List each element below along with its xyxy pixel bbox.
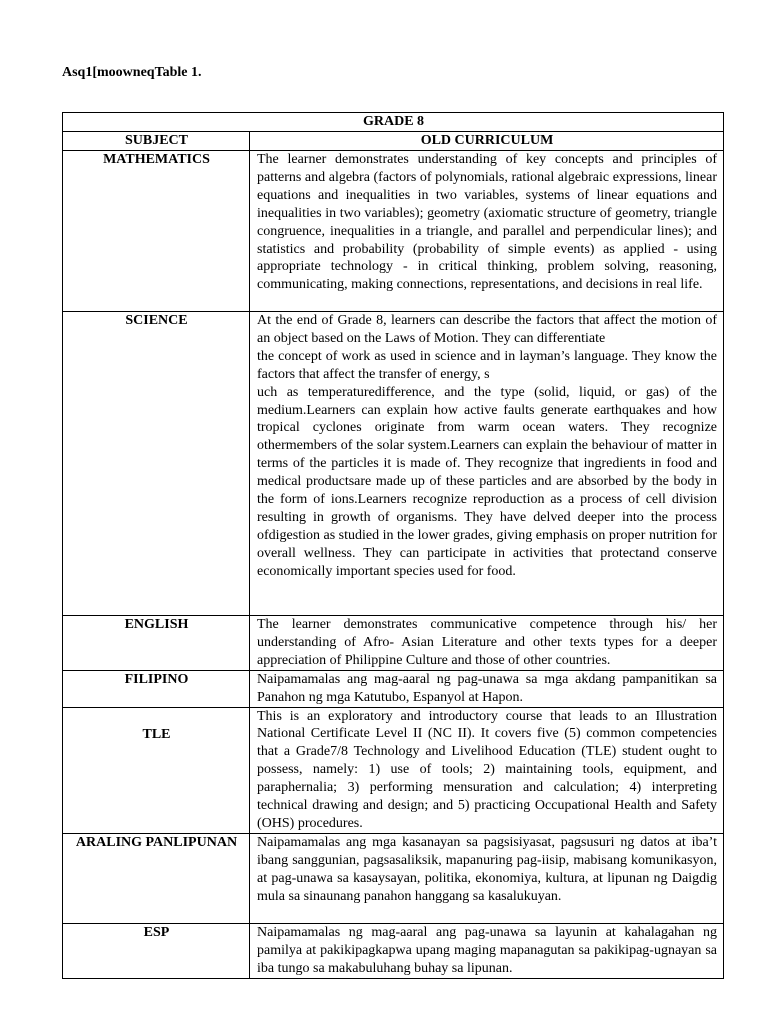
description-paragraph: the concept of work as used in science and in layman’s language. They know the factors that affect the transfer of energy, s bbox=[257, 348, 717, 382]
grade-header: GRADE 8 bbox=[63, 113, 724, 132]
table-row bbox=[63, 923, 724, 978]
table-row bbox=[63, 312, 724, 616]
description-araling-panlipunan bbox=[250, 833, 724, 923]
table-row bbox=[63, 616, 724, 671]
subject-esp: ESP bbox=[63, 923, 250, 978]
description-tle bbox=[250, 707, 724, 833]
curriculum-column-header: OLD CURRICULUM bbox=[250, 132, 724, 151]
subject-araling-panlipunan: ARALING PANLIPUNAN bbox=[63, 833, 250, 923]
description-english bbox=[250, 616, 724, 671]
curriculum-table bbox=[62, 112, 724, 979]
subject-english: ENGLISH bbox=[63, 616, 250, 671]
table-row bbox=[63, 833, 724, 923]
subject-science: SCIENCE bbox=[63, 312, 250, 616]
description-science bbox=[250, 312, 724, 616]
description-paragraph: At the end of Grade 8, learners can describe the factors that affect the motion of an object based on the Laws of Motion. They can differentiate bbox=[257, 313, 717, 346]
subject-filipino: FILIPINO bbox=[63, 670, 250, 707]
description-paragraph: Naipamamalas ng mag-aaral ang pag-unawa sa layunin at kahalagahan ng pamilya at pakikipagkapwa upang maging mapanagutan sa pakikipag-ugnayan sa iba tungo sa makabuluhang buhay sa lipunan. bbox=[257, 924, 717, 976]
table-row bbox=[63, 670, 724, 707]
description-paragraph: Naipamamalas ang mag-aaral ng pag-unawa sa mga akdang pampanitikan sa Panahon ng mga Katutubo, Espanyol at Hapon. bbox=[257, 671, 717, 705]
column-header-row bbox=[63, 132, 724, 151]
description-mathematics bbox=[250, 151, 724, 312]
table-row bbox=[63, 707, 724, 833]
subject-tle: TLE bbox=[63, 707, 250, 833]
description-filipino bbox=[250, 670, 724, 707]
description-paragraph: uch as temperaturedifference, and the type (solid, liquid, or gas) of the medium.Learners can explain how active faults generate earthquakes and how tropical cyclones originate from warm ocean waters. They recognize othermembers of the solar system.Learners can explain the behaviour of matter in terms of the particles it is made of. They recognize that ingredients in food and medical productsare made up of these particles and are absorbed by the body in the form of ions.Learners recognize reproduction as a process of cell division resulting in growth of organisms. They have delved deeper into the process ofdigestion as studied in the lower grades, giving emphasis on proper nutrition for overall wellness. They can participate in activities that protectand conserve economically important species used for food. bbox=[257, 384, 717, 579]
description-esp bbox=[250, 923, 724, 978]
description-paragraph: The learner demonstrates understanding of key concepts and principles of patterns and algebra (factors of polynomials, rational algebraic expressions, linear equations and inequalities in two variables, systems of linear equations and inequalities in two variables); geometry (axiomatic structure of geometry, triangle congruence, inequalities in a triangle, and parallel and perpendicular lines); and statistics and probability (probability of simple events) as applied - using appropriate technology - in critical thinking, problem solving, reasoning, communicating, making connections, representations, and decisions in real life. bbox=[257, 152, 717, 293]
description-paragraph: Naipamamalas ang mga kasanayan sa pagsisiyasat, pagsusuri ng datos at iba’t ibang sanggunian, pagsasaliksik, mapanuring pag-iisip, mabisang komunikasyon, at pag-unawa sa kasaysayan, politika, ekonomiya, kultura, at lipunan ng Daigdig mula sa sinaunang panahon hanggang sa kasalukuyan. bbox=[257, 834, 717, 904]
description-paragraph: This is an exploratory and introductory course that leads to an Illustration National Certificate Level II (NC II). It covers five (5) common competencies that a Grade7/8 Technology and Livelihood Education (TLE) student ought to possess, namely: 1) use of tools; 2) maintaining tools, equipment, and paraphernalia; 3) performing mensuration and calculation; 4) interpreting technical drawing and design; and 5) practicing Occupational Health and Safety (OHS) procedures. bbox=[257, 708, 717, 831]
table-caption: Asq1[moowneqTable 1. bbox=[62, 65, 202, 80]
description-paragraph: The learner demonstrates communicative competence through his/ her understanding of Afro- Asian Literature and other texts types for a deeper appreciation of Philippine Culture and those of other countries. bbox=[257, 617, 717, 668]
subject-mathematics: MATHEMATICS bbox=[63, 151, 250, 312]
table-row bbox=[63, 151, 724, 312]
grade-header-row bbox=[63, 113, 724, 132]
subject-column-header: SUBJECT bbox=[63, 132, 250, 151]
